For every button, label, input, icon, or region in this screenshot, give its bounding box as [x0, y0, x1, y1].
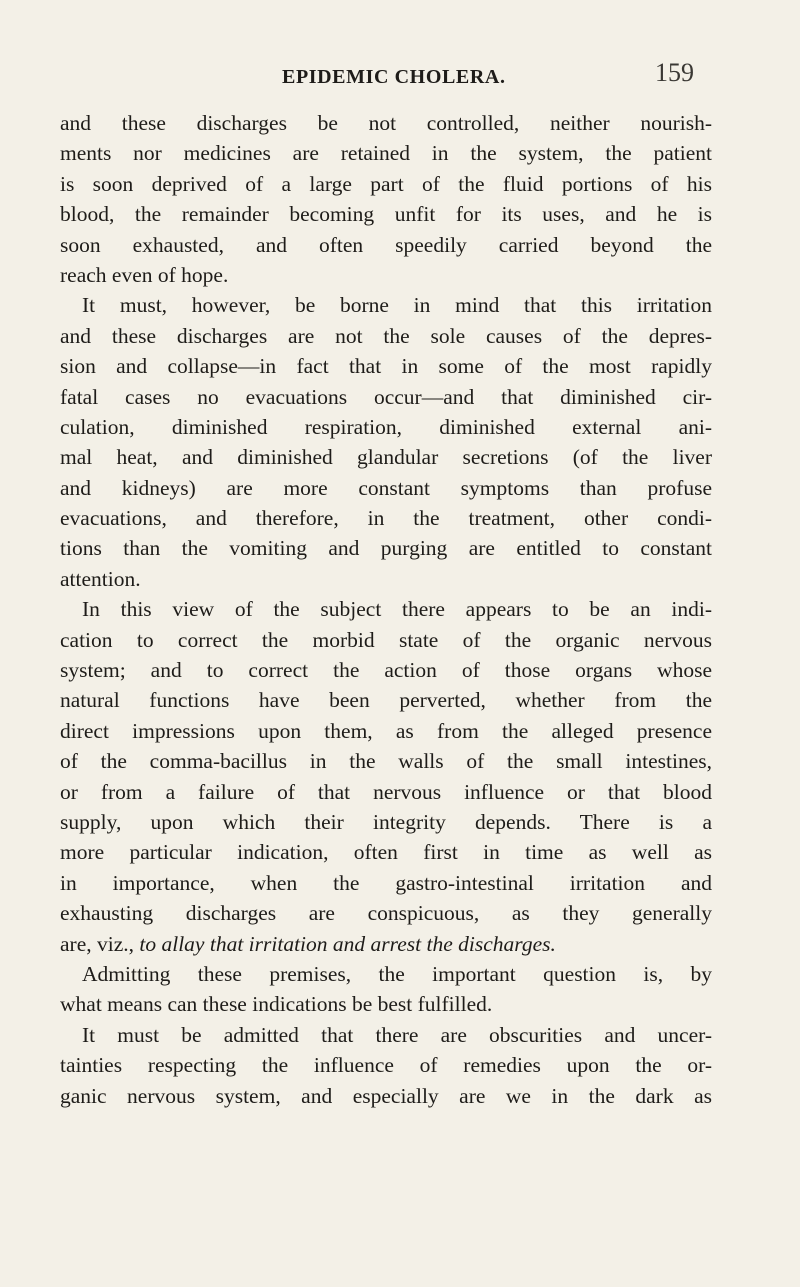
italic-phrase: to allay that irritation and arrest the discharges.	[139, 931, 556, 956]
text-line: It must, however, be borne in mind that this irritation	[82, 293, 712, 318]
text-line: evacuations, and therefore, in the treatment, other condi-	[60, 506, 712, 531]
text-line: is soon deprived of a large part of the fluid portions of his	[60, 171, 712, 196]
text-line: tainties respecting the influence of remedies upon the or-	[60, 1053, 712, 1078]
text-fragment: are, viz.,	[60, 931, 140, 956]
text-line: or from a failure of that nervous influence or that blood	[60, 779, 712, 804]
text-line: natural functions have been perverted, whether from the	[60, 688, 712, 713]
text-line: and these discharges be not controlled, neither nourish-	[60, 111, 712, 135]
text-line: tions than the vomiting and purging are entitled to constant	[60, 536, 712, 561]
text-line: blood, the remainder becoming unfit for its uses, and he is	[60, 202, 712, 227]
text-line: mal heat, and diminished glandular secretions (of the liver	[60, 445, 712, 470]
text-line: what means can these indications be best fulfilled.	[60, 992, 493, 1017]
text-line: and kidneys) are more constant symptoms than profuse	[60, 475, 712, 500]
text-line: Admitting these premises, the important question is, by	[82, 961, 712, 986]
text-line: and these discharges are not the sole causes of the depres-	[60, 323, 712, 348]
text-line: exhausting discharges are conspicuous, as they generally	[60, 901, 712, 926]
text-line: of the comma-bacillus in the walls of the small intestines,	[60, 749, 712, 774]
text-line: fatal cases no evacuations occur—and that diminished cir-	[60, 384, 712, 409]
text-line: more particular indication, often first in time as well as	[60, 840, 712, 865]
text-line: In this view of the subject there appears to be an indi-	[82, 597, 712, 622]
text-line: reach even of hope.	[60, 262, 229, 287]
text-line: It must be admitted that there are obscurities and uncer-	[82, 1022, 712, 1047]
text-line: in importance, when the gastro-intestinal irritation and	[60, 870, 712, 895]
text-line: cation to correct the morbid state of the organic nervous	[60, 627, 712, 652]
text-line: attention.	[60, 566, 141, 591]
page-header	[0, 58, 800, 98]
text-line-with-italic	[60, 929, 712, 959]
text-line: sion and collapse—in fact that in some of the most rapidly	[60, 354, 712, 379]
page-number: 159	[655, 58, 694, 87]
text-line: soon exhausted, and often speedily carried beyond the	[60, 232, 712, 257]
text-line: supply, upon which their integrity depends. There is a	[60, 809, 712, 834]
text-line: ganic nervous system, and especially are we in the dark as	[60, 1083, 712, 1108]
text-line: direct impressions upon them, as from the alleged presence	[60, 718, 712, 743]
text-line: culation, diminished respiration, diminished external ani-	[60, 414, 712, 439]
text-line: system; and to correct the action of those organs whose	[60, 658, 712, 683]
text-line: ments nor medicines are retained in the system, the patient	[60, 141, 712, 166]
running-title: EPIDEMIC CHOLERA.	[282, 66, 506, 88]
body-text	[60, 108, 712, 1111]
